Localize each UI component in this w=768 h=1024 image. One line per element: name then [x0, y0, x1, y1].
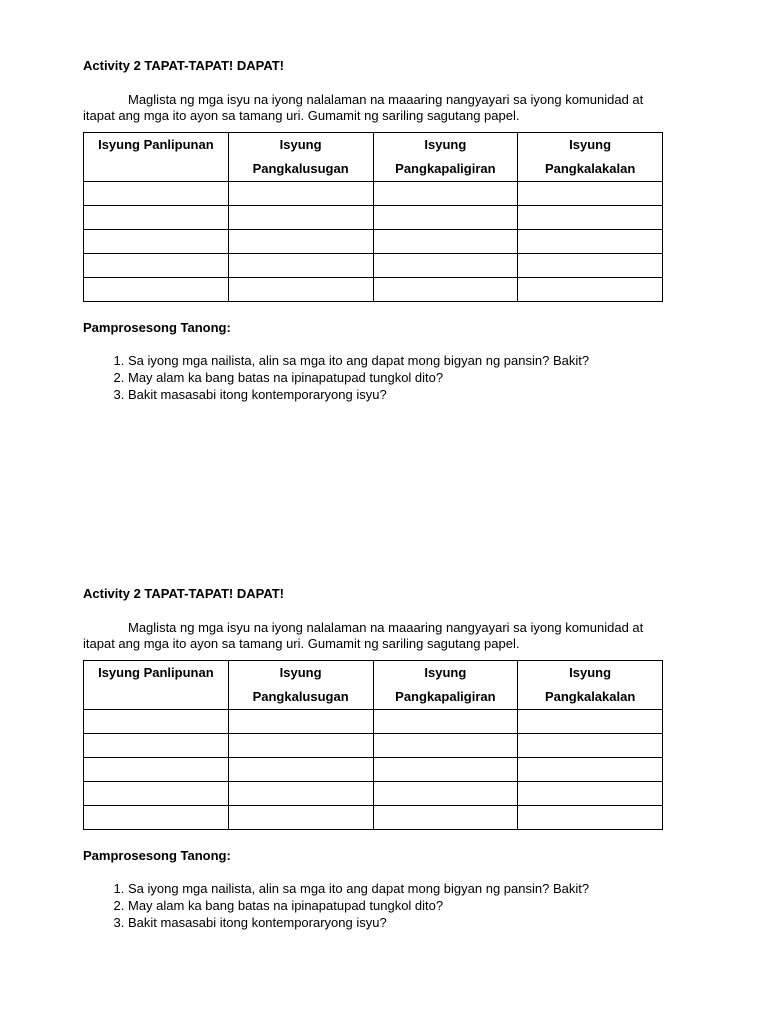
table-cell	[228, 806, 373, 830]
table-cell	[518, 782, 663, 806]
table-cell	[373, 278, 518, 302]
table-cell	[518, 230, 663, 254]
column-header-pangkalusugan: Isyung Pangkalusugan	[228, 133, 373, 182]
table-cell	[373, 710, 518, 734]
issues-table	[83, 132, 663, 302]
table-cell	[84, 710, 229, 734]
table-row	[84, 806, 663, 830]
questions-title: Pamprosesong Tanong:	[83, 848, 231, 863]
table-cell	[84, 230, 229, 254]
table-cell	[228, 182, 373, 206]
column-header-panlipunan: Isyung Panlipunan	[84, 133, 229, 182]
table-cell	[228, 734, 373, 758]
table-row	[84, 206, 663, 230]
table-cell	[518, 278, 663, 302]
column-header-pangkalakalan: Isyung Pangkalakalan	[518, 661, 663, 710]
table-cell	[518, 758, 663, 782]
activity-instructions: Maglista ng mga isyu na iyong nalalaman na maaaring nangyayari sa iyong komunidad at itapat ang mga ito ayon sa tamang uri. Gumamit ng sariling sagutang papel.	[83, 92, 644, 123]
table-cell	[84, 254, 229, 278]
table-cell	[84, 278, 229, 302]
table-cell	[84, 806, 229, 830]
activity-title: Activity 2 TAPAT-TAPAT! DAPAT!	[83, 58, 285, 73]
questions-list	[83, 352, 663, 403]
table-cell	[228, 230, 373, 254]
table-cell	[84, 734, 229, 758]
table-cell	[518, 182, 663, 206]
question-item: 1. Sa iyong mga nailista, alin sa mga ito ang dapat mong bigyan ng pansin? Bakit?	[128, 880, 663, 897]
question-item: 3. Bakit masasabi itong kontemporaryong isyu?	[128, 386, 663, 403]
table-row	[84, 758, 663, 782]
table-row	[84, 710, 663, 734]
table-body	[84, 710, 663, 830]
question-item: 1. Sa iyong mga nailista, alin sa mga ito ang dapat mong bigyan ng pansin? Bakit?	[128, 352, 663, 369]
column-header-pangkapaligiran: Isyung Pangkapaligiran	[373, 133, 518, 182]
activity-section	[83, 57, 663, 403]
table-header-row	[84, 133, 663, 182]
table-cell	[373, 782, 518, 806]
question-item: 2. May alam ka bang batas na ipinapatupad tungkol dito?	[128, 897, 663, 914]
table-row	[84, 278, 663, 302]
table-cell	[373, 734, 518, 758]
table-cell	[373, 182, 518, 206]
questions-title: Pamprosesong Tanong:	[83, 320, 231, 335]
table-cell	[228, 206, 373, 230]
activity-title: Activity 2 TAPAT-TAPAT! DAPAT!	[83, 586, 285, 601]
questions-list	[83, 880, 663, 931]
column-header-panlipunan: Isyung Panlipunan	[84, 661, 229, 710]
table-cell	[518, 710, 663, 734]
table-cell	[518, 806, 663, 830]
table-header-row	[84, 661, 663, 710]
activity-section	[83, 585, 663, 931]
table-row	[84, 254, 663, 278]
table-cell	[84, 782, 229, 806]
table-row	[84, 782, 663, 806]
table-cell	[84, 182, 229, 206]
table-cell	[518, 254, 663, 278]
table-cell	[373, 230, 518, 254]
issues-table	[83, 660, 663, 830]
column-header-pangkapaligiran: Isyung Pangkapaligiran	[373, 661, 518, 710]
table-cell	[228, 710, 373, 734]
table-cell	[228, 782, 373, 806]
table-cell	[518, 206, 663, 230]
table-cell	[84, 206, 229, 230]
column-header-pangkalakalan: Isyung Pangkalakalan	[518, 133, 663, 182]
table-cell	[228, 278, 373, 302]
table-body	[84, 182, 663, 302]
activity-instructions: Maglista ng mga isyu na iyong nalalaman na maaaring nangyayari sa iyong komunidad at itapat ang mga ito ayon sa tamang uri. Gumamit ng sariling sagutang papel.	[83, 620, 644, 651]
question-item: 2. May alam ka bang batas na ipinapatupad tungkol dito?	[128, 369, 663, 386]
table-cell	[518, 734, 663, 758]
table-cell	[373, 806, 518, 830]
table-cell	[373, 758, 518, 782]
column-header-pangkalusugan: Isyung Pangkalusugan	[228, 661, 373, 710]
table-row	[84, 734, 663, 758]
table-cell	[228, 758, 373, 782]
table-cell	[84, 758, 229, 782]
table-cell	[373, 206, 518, 230]
table-row	[84, 230, 663, 254]
table-cell	[373, 254, 518, 278]
question-item: 3. Bakit masasabi itong kontemporaryong isyu?	[128, 914, 663, 931]
table-row	[84, 182, 663, 206]
table-cell	[228, 254, 373, 278]
